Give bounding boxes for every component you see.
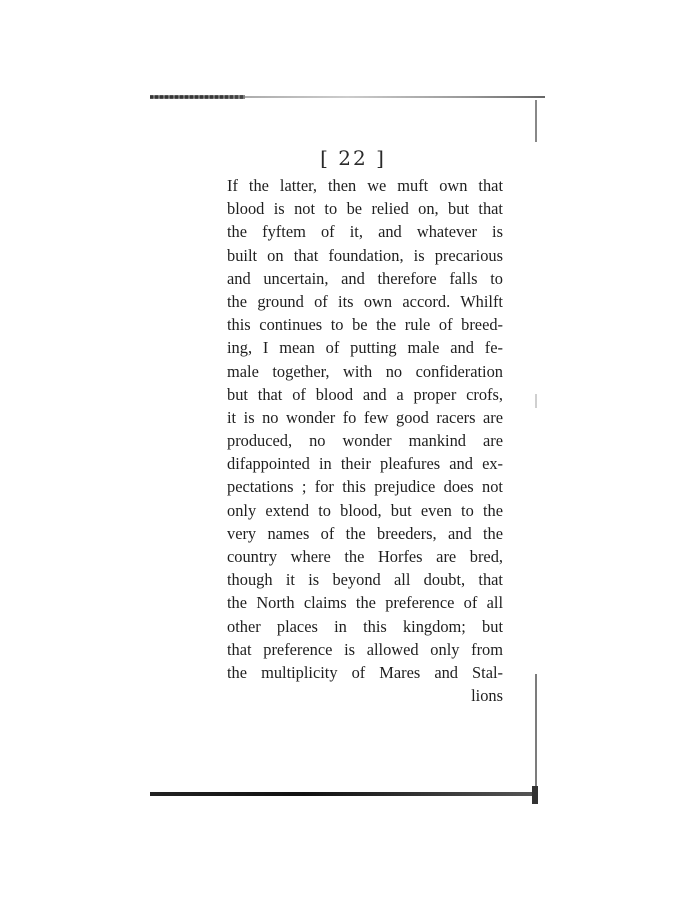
bottom-edge-mark: [532, 786, 538, 804]
text-line: built on that foundation, is precarious: [227, 245, 503, 265]
text-line: other places in this kingdom; but: [227, 616, 503, 636]
text-line: If the latter, then we muft own that: [227, 176, 503, 195]
text-line: this continues to be the rule of breed-: [227, 315, 503, 335]
text-line: difappointed in their pleafures and ex-: [227, 454, 503, 474]
text-line: produced, no wonder mankind are: [227, 431, 503, 451]
text-line: country where the Horfes are bred,: [227, 547, 503, 566]
body-text: [227, 174, 503, 707]
text-line: but that of blood and a proper crofs,: [227, 384, 503, 404]
text-line: male together, with no confideration: [227, 361, 503, 381]
text-line: it is no wonder fo few good racers are: [227, 407, 503, 427]
bottom-scan-rule: [150, 792, 535, 796]
text-line: that preference is allowed only from: [227, 639, 503, 659]
text-line: the fyftem of it, and whatever is: [227, 222, 503, 242]
text-line: blood is not to be relied on, but that: [227, 199, 503, 219]
top-scan-rule-dark-segment: [150, 95, 245, 99]
text-line: the ground of its own accord. Whilft: [227, 291, 503, 311]
text-line: ing, I mean of putting male and fe-: [227, 338, 503, 358]
text-line: pectations ; for this prejudice does not: [227, 477, 503, 497]
text-line: the North claims the preference of all: [227, 593, 503, 613]
page-edge-shadow: [535, 100, 537, 800]
text-line: the multiplicity of Mares and Stal-: [227, 662, 503, 682]
text-line: very names of the breeders, and the: [227, 523, 503, 543]
text-line: and uncertain, and therefore falls to: [227, 268, 503, 288]
text-line: though it is beyond all doubt, that: [227, 570, 503, 590]
text-line: only extend to blood, but even to the: [227, 500, 503, 520]
page-number: [ 22 ]: [320, 146, 386, 170]
catchword: lions: [471, 686, 503, 706]
